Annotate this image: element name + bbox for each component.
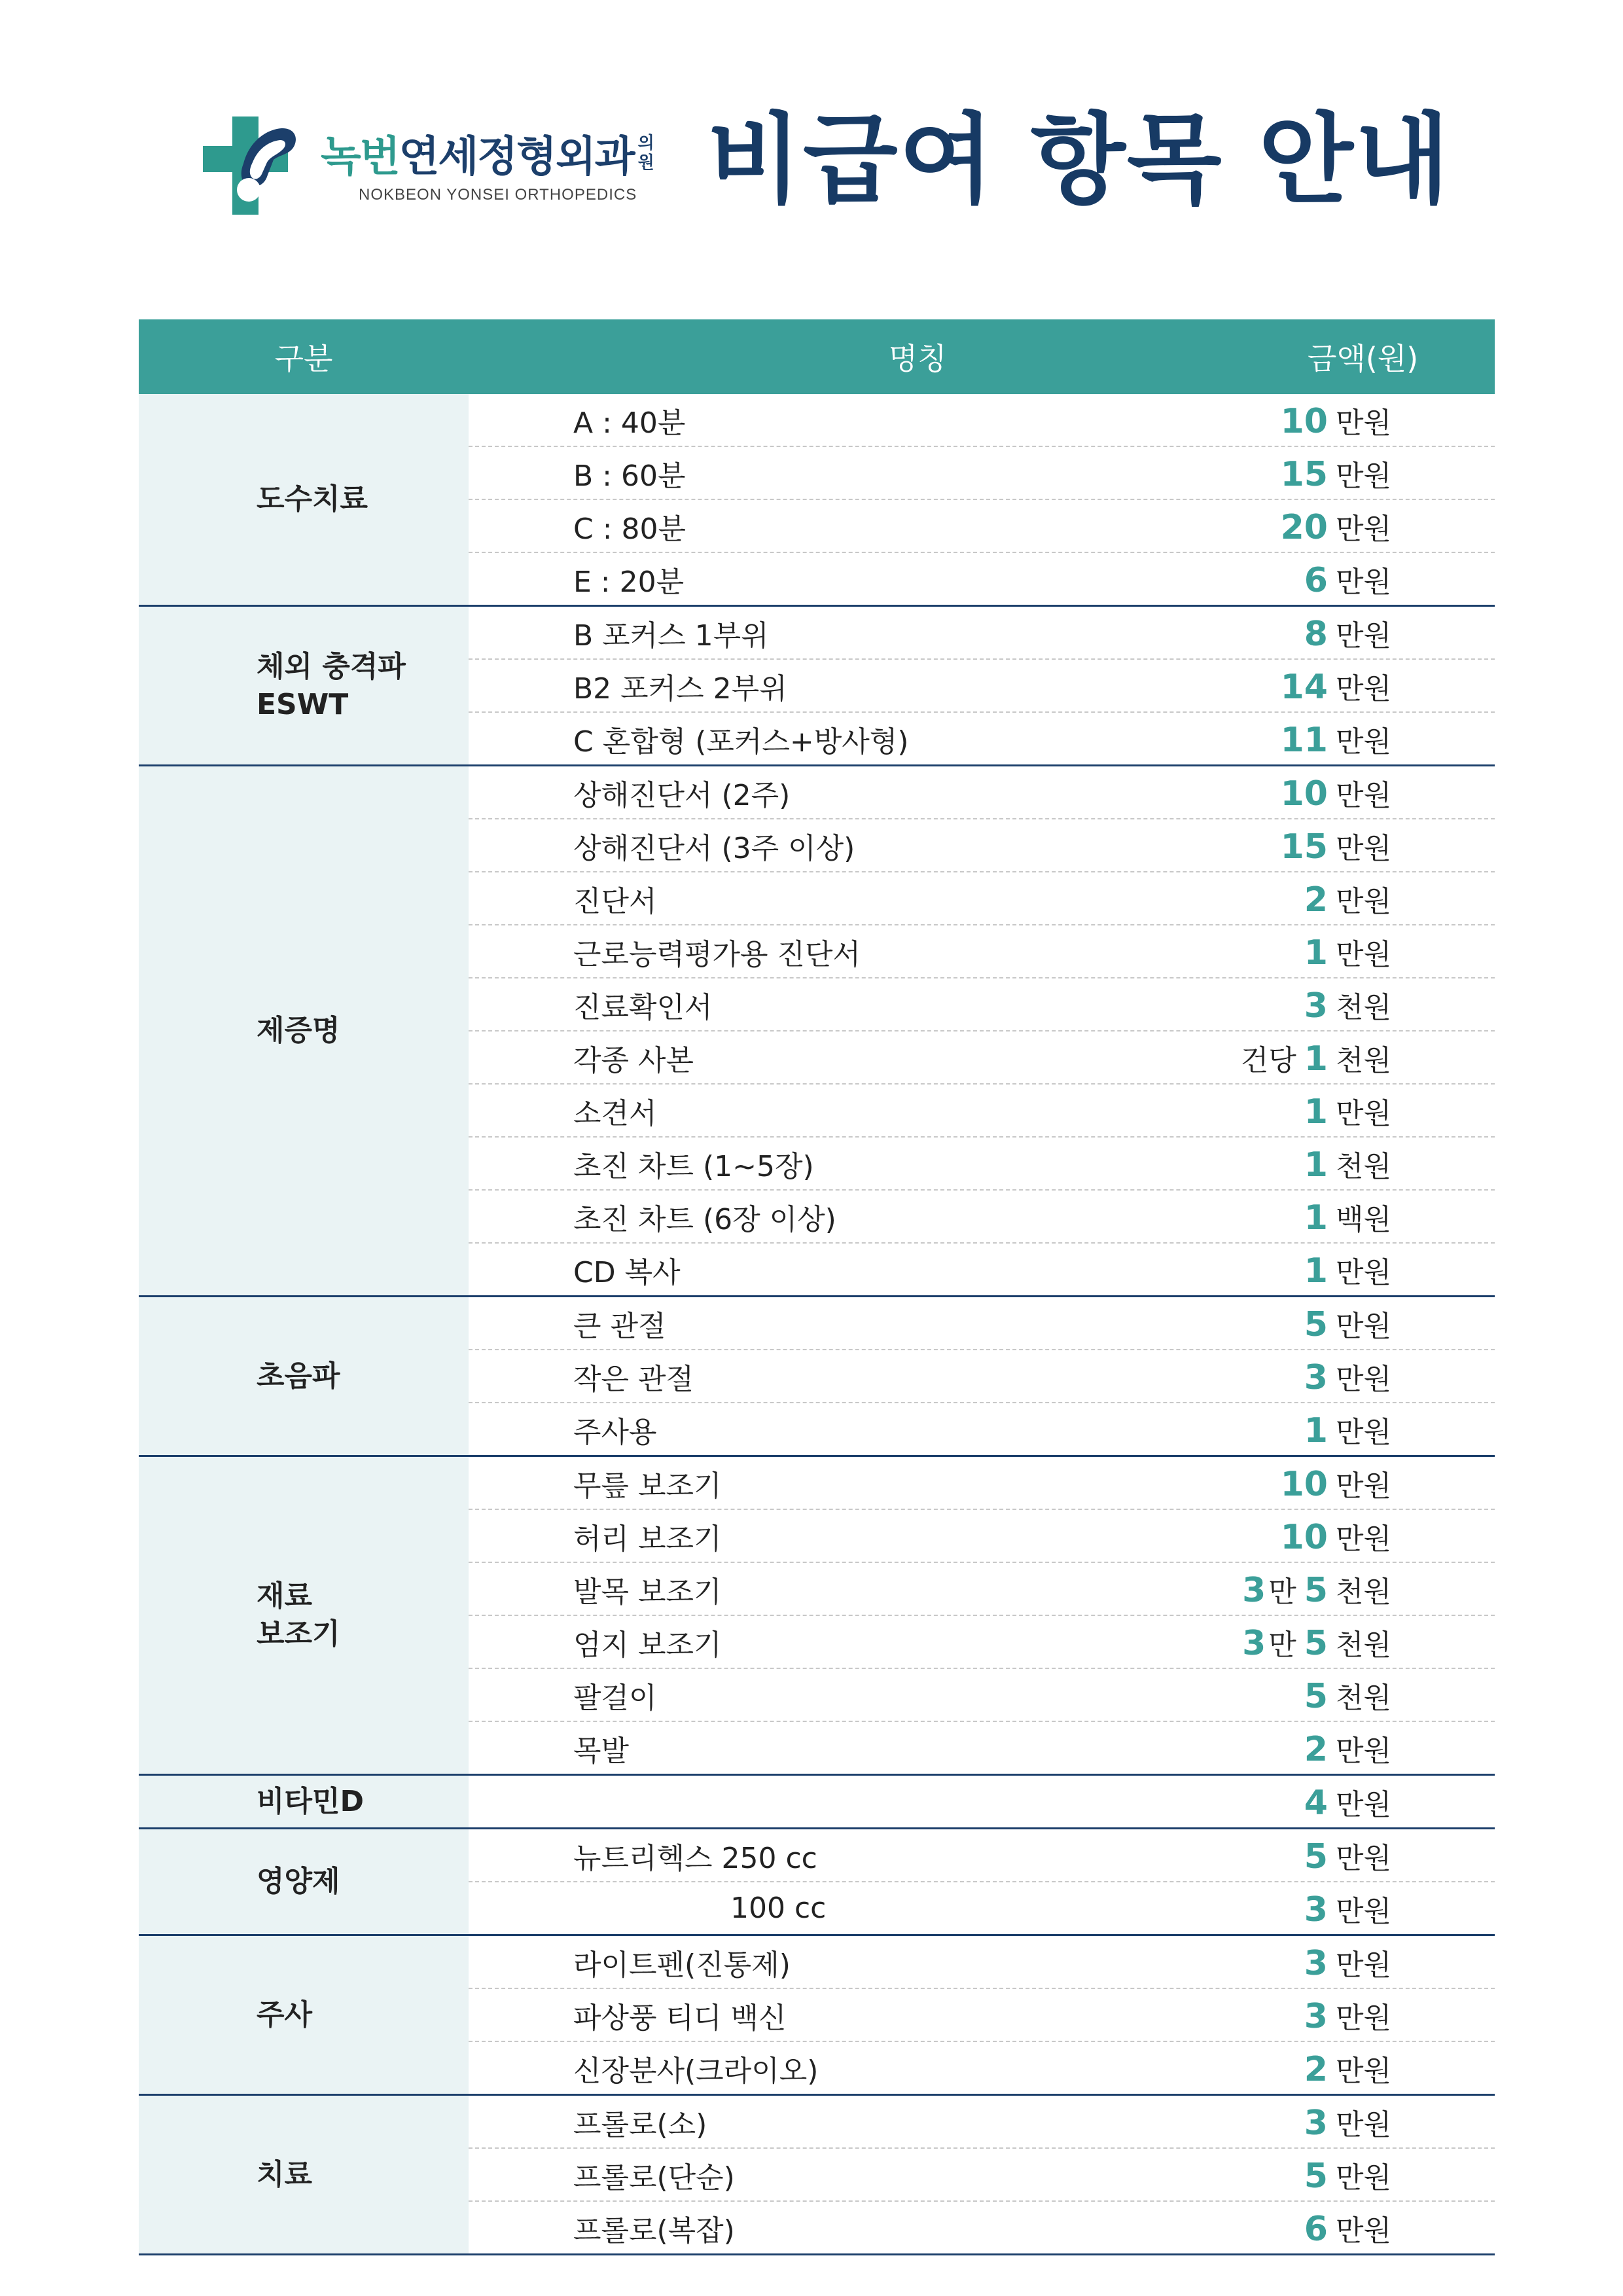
price-amount: 1 (1304, 933, 1328, 973)
price-amount: 10 (1280, 774, 1328, 814)
price-amount: 2 (1304, 1729, 1328, 1769)
page-title: 비급여 항목 안내 (707, 103, 1451, 217)
category-label-line: 주사 (257, 1998, 313, 2032)
table-row (469, 1191, 1495, 1244)
item-price (1304, 1835, 1391, 1876)
item-price (1281, 399, 1391, 441)
item-name: 큰 관절 (573, 1309, 666, 1343)
clinic-name-part-1: 녹번 (321, 133, 399, 181)
price-amount: 20 (1280, 507, 1328, 547)
item-name: 상해진단서 (3주 이상) (573, 831, 855, 865)
table-row (469, 978, 1495, 1031)
item-price (1304, 1143, 1391, 1185)
price-amount: 1 (1304, 1039, 1328, 1079)
table-row (469, 1989, 1495, 2042)
price-table (139, 319, 1495, 2255)
category-label-line: 보조기 (257, 1617, 340, 1651)
price-prefix: 건당 (1240, 1043, 1296, 1077)
item-name: E : 20분 (573, 565, 685, 599)
item-price (1281, 772, 1391, 814)
table-row (469, 925, 1495, 978)
item-rows (469, 1936, 1495, 2094)
price-unit-major: 만 (1268, 1628, 1296, 1662)
price-amount: 10 (1280, 1464, 1328, 1504)
item-price (1304, 1355, 1391, 1397)
price-amount: 3 (1304, 1996, 1328, 2036)
price-amount: 1 (1304, 1410, 1328, 1450)
item-name: 무릎 보조기 (573, 1469, 722, 1503)
item-rows (469, 1829, 1495, 1934)
price-unit: 천원 (1335, 1628, 1391, 1662)
price-amount: 5 (1304, 1304, 1328, 1344)
price-amount: 14 (1280, 667, 1328, 707)
price-unit: 만원 (1335, 406, 1391, 440)
table-row (469, 2096, 1495, 2149)
price-amount: 2 (1304, 880, 1328, 920)
price-amount-major: 3 (1242, 1570, 1266, 1610)
price-unit: 만원 (1335, 1787, 1391, 1821)
price-unit: 천원 (1335, 1681, 1391, 1715)
category-label (257, 1783, 364, 1821)
category-cell (139, 766, 469, 1295)
table-group (139, 607, 1495, 766)
price-amount: 10 (1280, 1517, 1328, 1557)
price-amount: 3 (1304, 986, 1328, 1026)
category-cell (139, 2096, 469, 2253)
price-unit: 만원 (1335, 831, 1391, 865)
table-group (139, 1936, 1495, 2096)
item-name: CD 복사 (573, 1255, 681, 1289)
category-label-line: ESWT (257, 687, 349, 721)
item-price (1281, 665, 1391, 707)
item-name: B 포커스 1부위 (573, 619, 769, 653)
price-unit: 만원 (1335, 1309, 1391, 1343)
item-name: B2 포커스 2부위 (573, 672, 787, 706)
category-label-line: 치료 (257, 2157, 313, 2191)
table-row (469, 553, 1495, 605)
item-price (1304, 2154, 1391, 2196)
category-cell (139, 1297, 469, 1455)
table-row (469, 766, 1495, 819)
price-unit: 만원 (1335, 1894, 1391, 1928)
price-amount: 3 (1304, 1890, 1328, 1929)
item-name: 진단서 (573, 884, 657, 918)
clinic-name (321, 126, 654, 181)
category-label (257, 1577, 340, 1653)
table-row (469, 1244, 1495, 1295)
table-group (139, 766, 1495, 1297)
price-amount: 3 (1304, 2103, 1328, 2143)
table-row (469, 1563, 1495, 1616)
price-unit: 만원 (1335, 459, 1391, 493)
price-unit: 만원 (1335, 1362, 1391, 1396)
table-row (469, 1936, 1495, 1989)
item-price (1304, 1090, 1391, 1132)
table-group (139, 2096, 1495, 2255)
category-label-line: 비타민D (257, 1784, 365, 1818)
price-amount: 6 (1304, 560, 1328, 600)
item-rows (469, 1297, 1495, 1455)
item-price (1304, 931, 1391, 973)
item-name: A : 40분 (573, 406, 686, 440)
item-price (1304, 1888, 1391, 1929)
item-price (1281, 1462, 1391, 1504)
category-label (257, 1012, 340, 1050)
table-header (139, 319, 1495, 394)
table-row (469, 1722, 1495, 1774)
category-label-line: 영양제 (257, 1865, 340, 1898)
price-unit: 만원 (1335, 1469, 1391, 1503)
price-unit: 만원 (1335, 2054, 1391, 2088)
price-unit: 만원 (1335, 512, 1391, 546)
item-price (1304, 612, 1391, 654)
item-name: 엄지 보조기 (573, 1628, 722, 1662)
price-unit: 만원 (1335, 725, 1391, 759)
item-price (1281, 1515, 1391, 1557)
header-name: 명칭 (888, 341, 947, 376)
price-unit: 만원 (1335, 1948, 1391, 1982)
item-price (1304, 1994, 1391, 2036)
price-amount: 4 (1304, 1783, 1328, 1823)
item-price (1304, 1249, 1391, 1291)
table-row (469, 1457, 1495, 1510)
price-unit: 만원 (1335, 565, 1391, 599)
item-price (1242, 1568, 1391, 1610)
price-amount: 1 (1304, 1251, 1328, 1291)
item-price (1304, 1727, 1391, 1769)
price-unit: 만원 (1335, 619, 1391, 653)
price-unit: 만원 (1335, 2108, 1391, 2142)
table-row (469, 607, 1495, 660)
clinic-name-suffix-2: 원 (637, 153, 654, 173)
category-label (257, 1863, 340, 1901)
item-price (1304, 878, 1391, 920)
item-name: 프롤로(복잡) (573, 2214, 735, 2248)
category-label (257, 480, 368, 518)
item-name: 각종 사본 (573, 1043, 694, 1077)
item-name: 신장분사(크라이오) (573, 2054, 819, 2088)
table-group (139, 1457, 1495, 1776)
item-name: 목발 (573, 1734, 630, 1768)
price-amount: 2 (1304, 2049, 1328, 2089)
table-row (469, 500, 1495, 553)
price-unit: 만원 (1335, 937, 1391, 971)
item-rows (469, 2096, 1495, 2253)
item-price (1281, 825, 1391, 867)
price-unit: 만원 (1335, 778, 1391, 812)
table-row (469, 872, 1495, 925)
table-row (469, 1776, 1495, 1827)
price-amount: 5 (1304, 1623, 1328, 1663)
table-body (139, 394, 1495, 2255)
price-amount-major: 3 (1242, 1623, 1266, 1663)
clinic-name-part-2: 연세정형외과 (399, 133, 634, 181)
table-row (469, 660, 1495, 713)
price-amount: 11 (1280, 720, 1328, 760)
table-row (469, 2042, 1495, 2094)
price-unit: 만원 (1335, 884, 1391, 918)
price-unit: 천원 (1335, 1575, 1391, 1609)
category-cell (139, 607, 469, 764)
table-row (469, 394, 1495, 447)
price-unit: 만원 (1335, 1522, 1391, 1556)
table-row (469, 1616, 1495, 1669)
table-row (469, 1669, 1495, 1722)
table-row (469, 1350, 1495, 1403)
clinic-logo (203, 113, 700, 217)
table-group (139, 394, 1495, 607)
item-price (1304, 1302, 1391, 1344)
item-name: 파상풍 티디 백신 (573, 2001, 787, 2035)
item-rows (469, 1457, 1495, 1774)
table-row (469, 1138, 1495, 1191)
item-name: 프롤로(소) (573, 2108, 707, 2142)
item-price (1304, 1941, 1391, 1983)
category-label (257, 1357, 340, 1395)
item-name: 상해진단서 (2주) (573, 778, 791, 812)
item-name: 근로능력평가용 진단서 (573, 937, 861, 971)
item-name: C : 80분 (573, 512, 687, 546)
category-cell (139, 1829, 469, 1934)
item-name: 뉴트리헥스 250 cc (573, 1841, 817, 1875)
price-unit: 만원 (1335, 1841, 1391, 1875)
category-cell (139, 1936, 469, 2094)
item-price (1304, 984, 1391, 1026)
header-category: 구분 (274, 341, 333, 376)
item-name: 진료확인서 (573, 990, 713, 1024)
table-row (469, 1085, 1495, 1138)
price-amount: 5 (1304, 2156, 1328, 2196)
price-amount: 1 (1304, 1092, 1328, 1132)
price-amount: 8 (1304, 614, 1328, 654)
item-name: C 혼합형 (포커스+방사형) (573, 725, 909, 759)
header-price: 금액(원) (1308, 341, 1419, 376)
category-label (257, 1996, 312, 2034)
category-cell (139, 1776, 469, 1827)
price-unit: 천원 (1335, 1149, 1391, 1183)
table-row (469, 1297, 1495, 1350)
price-amount: 5 (1304, 1676, 1328, 1716)
price-amount: 6 (1304, 2209, 1328, 2249)
item-price (1281, 718, 1391, 760)
price-amount: 1 (1304, 1198, 1328, 1238)
item-price (1281, 452, 1391, 494)
item-rows (469, 607, 1495, 764)
table-row (469, 447, 1495, 500)
item-price (1304, 1408, 1391, 1450)
item-name: 초진 차트 (1~5장) (573, 1149, 814, 1183)
item-name: 팔걸이 (573, 1681, 657, 1715)
price-unit: 만원 (1335, 2001, 1391, 2035)
item-price (1304, 1781, 1391, 1823)
item-name: 100 cc (730, 1892, 827, 1925)
category-cell (139, 1457, 469, 1774)
item-name: 발목 보조기 (573, 1575, 722, 1609)
table-row (469, 1403, 1495, 1455)
item-price (1281, 505, 1391, 547)
item-price (1304, 1196, 1391, 1238)
item-price (1241, 1037, 1391, 1079)
price-amount: 10 (1280, 401, 1328, 441)
clinic-english-name: NOKBEON YONSEI ORTHOPEDICS (359, 186, 637, 204)
price-amount: 5 (1304, 1570, 1328, 1610)
item-price (1304, 2101, 1391, 2143)
item-name: 허리 보조기 (573, 1522, 722, 1556)
table-row (469, 819, 1495, 872)
table-row (469, 2202, 1495, 2253)
price-amount: 15 (1280, 454, 1328, 494)
category-label-line: 초음파 (257, 1359, 340, 1393)
price-unit: 천원 (1335, 990, 1391, 1024)
item-name: 초진 차트 (6장 이상) (573, 1202, 836, 1236)
item-name: B : 60분 (573, 459, 686, 493)
clinic-name-suffix (638, 134, 654, 173)
table-row (469, 1882, 1495, 1934)
price-amount: 1 (1304, 1145, 1328, 1185)
price-amount: 3 (1304, 1357, 1328, 1397)
table-row (469, 1829, 1495, 1882)
item-name: 소견서 (573, 1096, 657, 1130)
table-row (469, 1510, 1495, 1563)
item-price (1242, 1621, 1391, 1663)
category-cell (139, 394, 469, 605)
price-amount: 3 (1304, 1943, 1328, 1983)
item-name: 라이트펜(진통제) (573, 1948, 791, 1982)
price-unit: 백원 (1335, 1202, 1391, 1236)
category-label-line: 도수치료 (257, 482, 368, 516)
table-group (139, 1297, 1495, 1457)
price-unit: 만원 (1335, 1415, 1391, 1449)
price-unit: 만원 (1335, 1255, 1391, 1289)
price-unit: 만원 (1335, 2214, 1391, 2248)
table-row (469, 1031, 1495, 1085)
price-unit-major: 만 (1268, 1575, 1296, 1609)
category-label-line: 체외 충격파 (257, 649, 406, 683)
table-row (469, 713, 1495, 764)
item-price (1304, 2207, 1391, 2249)
item-rows (469, 394, 1495, 605)
item-name: 프롤로(단순) (573, 2161, 735, 2195)
price-amount: 5 (1304, 1837, 1328, 1876)
price-unit: 만원 (1335, 1096, 1391, 1130)
item-name: 작은 관절 (573, 1362, 694, 1396)
item-name: 주사용 (573, 1415, 657, 1449)
item-price (1304, 558, 1391, 600)
category-label (257, 648, 406, 724)
category-label-line: 재료 (257, 1579, 313, 1613)
item-price (1304, 1674, 1391, 1716)
price-amount: 15 (1280, 827, 1328, 867)
price-unit: 천원 (1335, 1043, 1391, 1077)
medical-cross-knee-icon (203, 117, 301, 215)
price-unit: 만원 (1335, 1734, 1391, 1768)
clinic-name-suffix-1: 의 (637, 134, 654, 153)
item-price (1304, 2047, 1391, 2089)
item-rows (469, 766, 1495, 1295)
category-label-line: 제증명 (257, 1014, 340, 1047)
table-group (139, 1829, 1495, 1936)
price-unit: 만원 (1335, 672, 1391, 706)
category-label (257, 2156, 312, 2194)
table-row (469, 2149, 1495, 2202)
item-rows (469, 1776, 1495, 1827)
price-unit: 만원 (1335, 2161, 1391, 2195)
table-group (139, 1776, 1495, 1829)
